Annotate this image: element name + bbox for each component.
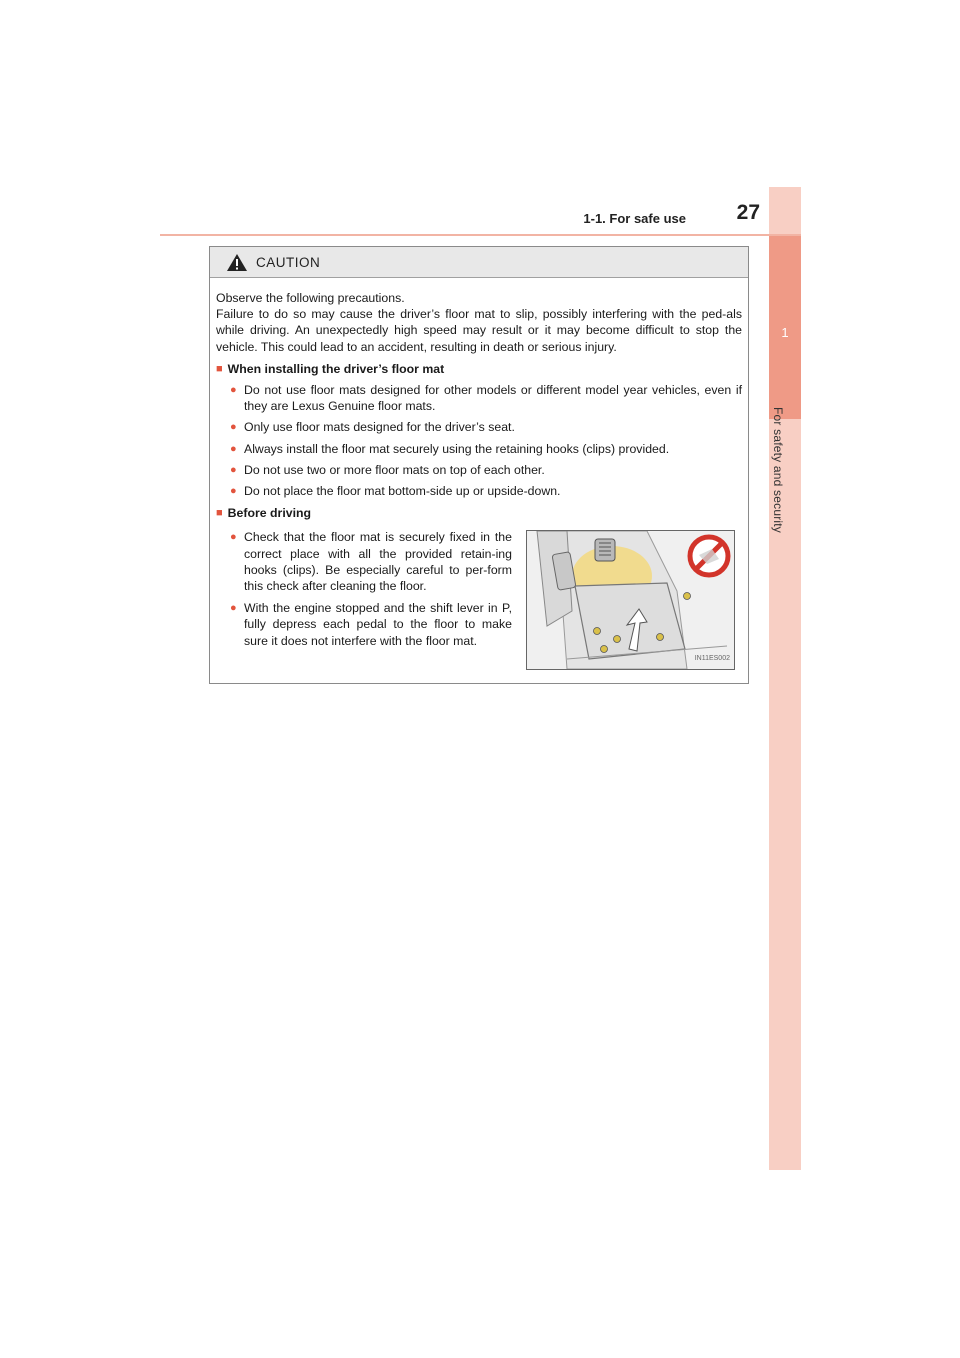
caution-header bbox=[210, 247, 748, 278]
section-heading-text: Before driving bbox=[227, 506, 312, 521]
section-heading bbox=[216, 505, 742, 521]
figure-code: IN11ES002 bbox=[694, 655, 730, 663]
page-number: 27 bbox=[736, 201, 760, 224]
section-label: 1-1. For safe use bbox=[583, 211, 686, 226]
circle-bullet-icon: ● bbox=[230, 531, 237, 544]
circle-bullet-icon: ● bbox=[230, 421, 237, 434]
chapter-title: For safety and security bbox=[771, 407, 785, 533]
before-driving-content bbox=[216, 529, 742, 670]
caution-title: CAUTION bbox=[256, 254, 321, 270]
square-bullet-icon: ■ bbox=[216, 507, 223, 520]
list-item bbox=[216, 600, 512, 649]
list-item bbox=[216, 483, 742, 499]
caution-body bbox=[210, 278, 748, 670]
list-item-text: Only use floor mats designed for the driver’s seat. bbox=[244, 420, 515, 435]
list-item-text: Do not place the floor mat bottom-side up or upside-down. bbox=[244, 484, 561, 499]
list-item-text: Check that the floor mat is securely fixed in the correct place with all the provided retain-ing hooks (clips). Be especially careful to per-form this check after cleaning the floor. bbox=[244, 530, 512, 594]
list-item bbox=[216, 441, 742, 457]
circle-bullet-icon: ● bbox=[230, 463, 237, 476]
circle-bullet-icon: ● bbox=[230, 442, 237, 455]
list-item-text: With the engine stopped and the shift lever in P, fully depress each pedal to the floor to make sure it does not interfere with the floor mat. bbox=[244, 601, 512, 648]
floor-mat-figure bbox=[526, 530, 735, 670]
caution-box bbox=[209, 246, 749, 684]
list-item bbox=[216, 419, 742, 435]
list-item-text: Do not use floor mats designed for other models or different model year vehicles, even if they are Lexus Genuine floor mats. bbox=[244, 383, 742, 414]
intro-paragraph: Failure to do so may cause the driver’s floor mat to slip, possibly interfering with the ped-als while driving. An unexpectedly high speed may result or it may become difficult to stop the vehicle. This could lead to an accident, resulting in death or serious injury. bbox=[216, 307, 742, 354]
circle-bullet-icon: ● bbox=[230, 602, 237, 615]
circle-bullet-icon: ● bbox=[230, 485, 237, 498]
square-bullet-icon: ■ bbox=[216, 362, 223, 375]
section-heading bbox=[216, 361, 742, 377]
floor-mat-illustration bbox=[527, 531, 734, 669]
circle-bullet-icon: ● bbox=[230, 384, 237, 397]
caution-intro bbox=[216, 290, 742, 355]
list-item-text: Always install the floor mat securely using the retaining hooks (clips) provided. bbox=[244, 441, 670, 456]
list-item bbox=[216, 529, 512, 594]
section-heading-text: When installing the driver’s floor mat bbox=[227, 361, 445, 376]
chapter-number: 1 bbox=[781, 325, 789, 340]
warning-triangle-icon bbox=[226, 253, 248, 272]
before-driving-list bbox=[216, 529, 512, 670]
list-item bbox=[216, 462, 742, 478]
list-item bbox=[216, 382, 742, 414]
intro-line: Observe the following precautions. bbox=[216, 291, 405, 305]
header-rule bbox=[160, 234, 801, 236]
list-item-text: Do not use two or more floor mats on top of each other. bbox=[244, 462, 545, 477]
